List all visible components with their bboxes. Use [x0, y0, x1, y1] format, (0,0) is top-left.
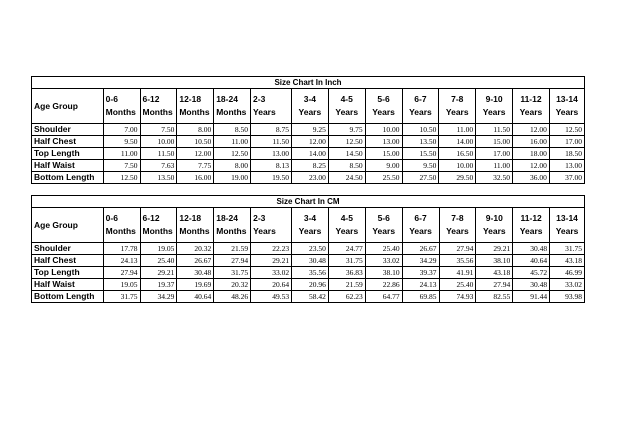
measurement-value: 45.72: [513, 267, 550, 279]
measurement-value: 14.00: [439, 136, 476, 148]
age-column-header: [328, 208, 365, 243]
age-range: 11-12: [520, 213, 542, 223]
age-range: 4-5: [340, 213, 353, 223]
age-unit: Months: [105, 107, 136, 117]
age-range: 6-12: [142, 94, 160, 104]
age-unit: Years: [519, 107, 543, 117]
age-unit: Months: [105, 226, 136, 236]
measurement-value: 14.00: [291, 148, 328, 160]
age-column-header: [550, 208, 585, 243]
measurement-value: 7.00: [103, 124, 140, 136]
measurement-value: 19.05: [140, 243, 177, 255]
measurement-value: 13.00: [251, 148, 292, 160]
measurement-value: 8.00: [177, 124, 214, 136]
measurement-label: Half Chest: [32, 255, 104, 267]
measurement-value: 16.50: [439, 148, 476, 160]
measurement-value: 39.37: [402, 267, 439, 279]
measurement-value: 12.00: [177, 148, 214, 160]
measurement-value: 33.02: [251, 267, 292, 279]
measurement-value: 25.50: [365, 172, 402, 184]
measurement-value: 38.10: [476, 255, 513, 267]
measurement-label: Half Waist: [32, 160, 104, 172]
age-unit: Years: [372, 226, 396, 236]
measurement-value: 74.93: [439, 291, 476, 303]
age-column-header: [402, 89, 439, 124]
age-range: 18-24: [216, 94, 238, 104]
measurement-value: 25.40: [365, 243, 402, 255]
measurement-value: 30.48: [513, 279, 550, 291]
measurement-value: 62.23: [328, 291, 365, 303]
measurement-value: 31.75: [550, 243, 585, 255]
measurement-value: 20.96: [292, 279, 329, 291]
age-column-header: [292, 208, 329, 243]
measurement-value: 25.40: [140, 255, 177, 267]
age-unit: Months: [179, 107, 210, 117]
measurement-value: 93.98: [550, 291, 585, 303]
measurement-value: 29.21: [251, 255, 292, 267]
measurement-value: 22.23: [251, 243, 292, 255]
measurement-value: 27.94: [214, 255, 251, 267]
measurement-label: Shoulder: [32, 243, 104, 255]
table-title: Size Chart In CM: [32, 196, 585, 208]
measurement-value: 30.48: [292, 255, 329, 267]
measurement-value: 25.40: [439, 279, 476, 291]
age-unit: Months: [142, 107, 173, 117]
measurement-value: 38.10: [365, 267, 402, 279]
measurement-value: 24.13: [103, 255, 140, 267]
measurement-value: 31.75: [214, 267, 251, 279]
measurement-value: 11.00: [103, 148, 140, 160]
measurement-value: 41.91: [439, 267, 476, 279]
age-column-header: [365, 208, 402, 243]
measurement-value: 23.50: [292, 243, 329, 255]
age-unit: Years: [482, 107, 506, 117]
measurement-value: 17.00: [476, 148, 513, 160]
measurement-value: 19.05: [103, 279, 140, 291]
age-range: 12-18: [179, 213, 202, 223]
measurement-value: 58.42: [292, 291, 329, 303]
measurement-label: Top Length: [32, 267, 104, 279]
table-row: [32, 172, 585, 184]
age-range: 5-6: [377, 94, 390, 104]
measurement-value: 7.63: [140, 160, 177, 172]
measurement-value: 13.50: [402, 136, 439, 148]
measurement-value: 40.64: [513, 255, 550, 267]
measurement-value: 15.00: [476, 136, 513, 148]
age-column-header: [103, 89, 140, 124]
age-column-header: [439, 89, 476, 124]
age-range: 9-10: [485, 94, 503, 104]
age-unit: Years: [482, 226, 506, 236]
measurement-value: 11.50: [251, 136, 292, 148]
age-range: 7-8: [451, 213, 464, 223]
age-column-header: [177, 89, 214, 124]
table-row: [32, 291, 585, 303]
measurement-value: 11.00: [439, 124, 476, 136]
table-row: [32, 136, 585, 148]
measurement-value: 29.21: [140, 267, 177, 279]
table-row: [32, 267, 585, 279]
table-row: [32, 148, 585, 160]
size-chart-sheet: [31, 76, 585, 303]
measurement-value: 49.53: [251, 291, 292, 303]
age-unit: Years: [409, 226, 432, 236]
age-unit: Years: [445, 107, 469, 117]
measurement-value: 12.50: [549, 124, 584, 136]
age-range: 0-6: [105, 94, 118, 104]
measurement-value: 20.64: [251, 279, 292, 291]
measurement-value: 24.50: [328, 172, 365, 184]
measurement-value: 21.59: [328, 279, 365, 291]
measurement-value: 8.50: [214, 124, 251, 136]
age-column-header: [513, 89, 550, 124]
measurement-value: 10.50: [402, 124, 439, 136]
age-range: 7-8: [451, 94, 464, 104]
measurement-value: 8.75: [251, 124, 292, 136]
measurement-value: 27.94: [103, 267, 140, 279]
age-range: 11-12: [520, 94, 542, 104]
measurement-value: 18.00: [513, 148, 550, 160]
header-row: [32, 208, 585, 243]
measurement-value: 32.50: [476, 172, 513, 184]
measurement-value: 91.44: [513, 291, 550, 303]
measurement-value: 35.56: [439, 255, 476, 267]
measurement-value: 7.75: [177, 160, 214, 172]
measurement-value: 12.00: [291, 136, 328, 148]
measurement-value: 31.75: [328, 255, 365, 267]
measurement-value: 10.00: [439, 160, 476, 172]
age-range: 5-6: [377, 213, 390, 223]
measurement-value: 13.00: [365, 136, 402, 148]
age-range: 2-3 Years: [253, 94, 276, 117]
age-unit: Years: [298, 107, 322, 117]
measurement-label: Half Chest: [32, 136, 104, 148]
size-chart-cm-table: [31, 195, 585, 303]
measurement-value: 29.21: [476, 243, 513, 255]
measurement-label: Shoulder: [32, 124, 104, 136]
measurement-value: 20.32: [214, 279, 251, 291]
measurement-value: 13.00: [549, 160, 584, 172]
measurement-value: 46.99: [550, 267, 585, 279]
measurement-value: 30.48: [177, 267, 214, 279]
measurement-value: 64.77: [365, 291, 402, 303]
age-unit: Months: [216, 226, 247, 236]
table-row: [32, 124, 585, 136]
age-unit: Months: [142, 226, 173, 236]
age-column-header: [291, 89, 328, 124]
measurement-value: 27.94: [476, 279, 513, 291]
age-column-header: [476, 208, 513, 243]
age-column-header: [251, 208, 292, 243]
age-range: 3-4: [303, 213, 317, 223]
measurement-value: 11.00: [476, 160, 513, 172]
table-spacer: [31, 184, 585, 195]
age-column-header: [214, 208, 251, 243]
age-unit: Years: [335, 226, 359, 236]
measurement-value: 26.67: [177, 255, 214, 267]
age-column-header: [476, 89, 513, 124]
age-unit: Years: [298, 226, 322, 236]
age-range: 9-10: [485, 213, 503, 223]
age-column-header: [251, 89, 292, 124]
age-range: 4-5: [340, 94, 353, 104]
measurement-value: 9.00: [365, 160, 402, 172]
age-range: 13-14: [556, 213, 578, 223]
age-range: 13-14: [556, 94, 578, 104]
measurement-value: 8.00: [214, 160, 251, 172]
measurement-value: 48.26: [214, 291, 251, 303]
measurement-value: 15.00: [365, 148, 402, 160]
table-row: [32, 160, 585, 172]
age-unit: Months: [216, 107, 247, 117]
age-column-header: [439, 208, 476, 243]
measurement-label: Half Waist: [32, 279, 104, 291]
age-unit: Years: [335, 107, 359, 117]
measurement-value: 19.50: [251, 172, 292, 184]
measurement-value: 35.56: [292, 267, 329, 279]
table-row: [32, 243, 585, 255]
measurement-value: 7.50: [103, 160, 140, 172]
measurement-value: 15.50: [402, 148, 439, 160]
measurement-label: Bottom Length: [32, 172, 104, 184]
age-unit: Years: [555, 226, 579, 236]
age-column-header: [513, 208, 550, 243]
measurement-value: 8.50: [328, 160, 365, 172]
age-column-header: [177, 208, 214, 243]
measurement-value: 82.55: [476, 291, 513, 303]
size-chart-inch-table: [31, 76, 585, 184]
age-unit: Years: [446, 226, 469, 236]
age-column-header: [328, 89, 365, 124]
measurement-value: 18.50: [549, 148, 584, 160]
age-column-header: [140, 208, 177, 243]
age-unit: Years: [519, 226, 543, 236]
measurement-value: 12.50: [103, 172, 140, 184]
age-range: 6-7: [414, 94, 427, 104]
measurement-value: 22.86: [365, 279, 402, 291]
measurement-value: 12.00: [513, 160, 550, 172]
age-column-header: [103, 208, 140, 243]
measurement-value: 19.69: [177, 279, 214, 291]
age-range: 6-7: [414, 213, 427, 223]
measurement-value: 20.32: [177, 243, 214, 255]
measurement-value: 29.50: [439, 172, 476, 184]
measurement-value: 9.25: [291, 124, 328, 136]
measurement-value: 8.13: [251, 160, 292, 172]
measurement-value: 9.75: [328, 124, 365, 136]
measurement-value: 16.00: [513, 136, 550, 148]
measurement-value: 33.02: [365, 255, 402, 267]
table-title: Size Chart In Inch: [32, 77, 585, 89]
age-group-header: Age Group: [32, 89, 104, 124]
measurement-value: 17.00: [549, 136, 584, 148]
measurement-value: 14.50: [328, 148, 365, 160]
age-column-header: [549, 89, 584, 124]
measurement-value: 34.29: [140, 291, 177, 303]
measurement-value: 33.02: [550, 279, 585, 291]
measurement-value: 24.13: [402, 279, 439, 291]
measurement-value: 30.48: [513, 243, 550, 255]
table-row: [32, 255, 585, 267]
age-column-header: [402, 208, 439, 243]
age-column-header: [214, 89, 251, 124]
age-range: 6-12: [142, 213, 160, 223]
measurement-label: Top Length: [32, 148, 104, 160]
table-title-row: [32, 196, 585, 208]
measurement-value: 10.00: [140, 136, 177, 148]
measurement-value: 21.59: [214, 243, 251, 255]
measurement-value: 11.50: [140, 148, 177, 160]
table-row: [32, 279, 585, 291]
age-range: 12-18: [179, 94, 202, 104]
measurement-value: 27.50: [402, 172, 439, 184]
age-range: 18-24: [216, 213, 238, 223]
table-title-row: [32, 77, 585, 89]
age-column-header: [365, 89, 402, 124]
age-range: 0-6: [105, 213, 118, 223]
measurement-value: 10.00: [365, 124, 402, 136]
measurement-value: 24.77: [328, 243, 365, 255]
measurement-label: Bottom Length: [32, 291, 104, 303]
measurement-value: 43.18: [550, 255, 585, 267]
measurement-value: 12.50: [328, 136, 365, 148]
measurement-value: 69.85: [402, 291, 439, 303]
measurement-value: 40.64: [177, 291, 214, 303]
measurement-value: 8.25: [291, 160, 328, 172]
measurement-value: 26.67: [402, 243, 439, 255]
measurement-value: 16.00: [177, 172, 214, 184]
measurement-value: 12.50: [214, 148, 251, 160]
measurement-value: 23.00: [291, 172, 328, 184]
measurement-value: 36.00: [513, 172, 550, 184]
measurement-value: 11.00: [214, 136, 251, 148]
age-range: 2-3 Years: [253, 213, 276, 236]
measurement-value: 34.29: [402, 255, 439, 267]
measurement-value: 36.83: [328, 267, 365, 279]
header-row: [32, 89, 585, 124]
age-group-header: Age Group: [32, 208, 104, 243]
measurement-value: 17.78: [103, 243, 140, 255]
age-range: 3-4: [303, 94, 317, 104]
age-unit: Years: [372, 107, 395, 117]
measurement-value: 19.37: [140, 279, 177, 291]
measurement-value: 9.50: [103, 136, 140, 148]
age-unit: Months: [179, 226, 210, 236]
measurement-value: 9.50: [402, 160, 439, 172]
age-unit: Years: [409, 107, 432, 117]
measurement-value: 27.94: [439, 243, 476, 255]
age-column-header: [140, 89, 177, 124]
measurement-value: 19.00: [214, 172, 251, 184]
measurement-value: 10.50: [177, 136, 214, 148]
age-unit: Years: [555, 107, 579, 117]
measurement-value: 13.50: [140, 172, 177, 184]
measurement-value: 11.50: [476, 124, 513, 136]
measurement-value: 37.00: [549, 172, 584, 184]
measurement-value: 43.18: [476, 267, 513, 279]
measurement-value: 31.75: [103, 291, 140, 303]
measurement-value: 7.50: [140, 124, 177, 136]
measurement-value: 12.00: [513, 124, 550, 136]
